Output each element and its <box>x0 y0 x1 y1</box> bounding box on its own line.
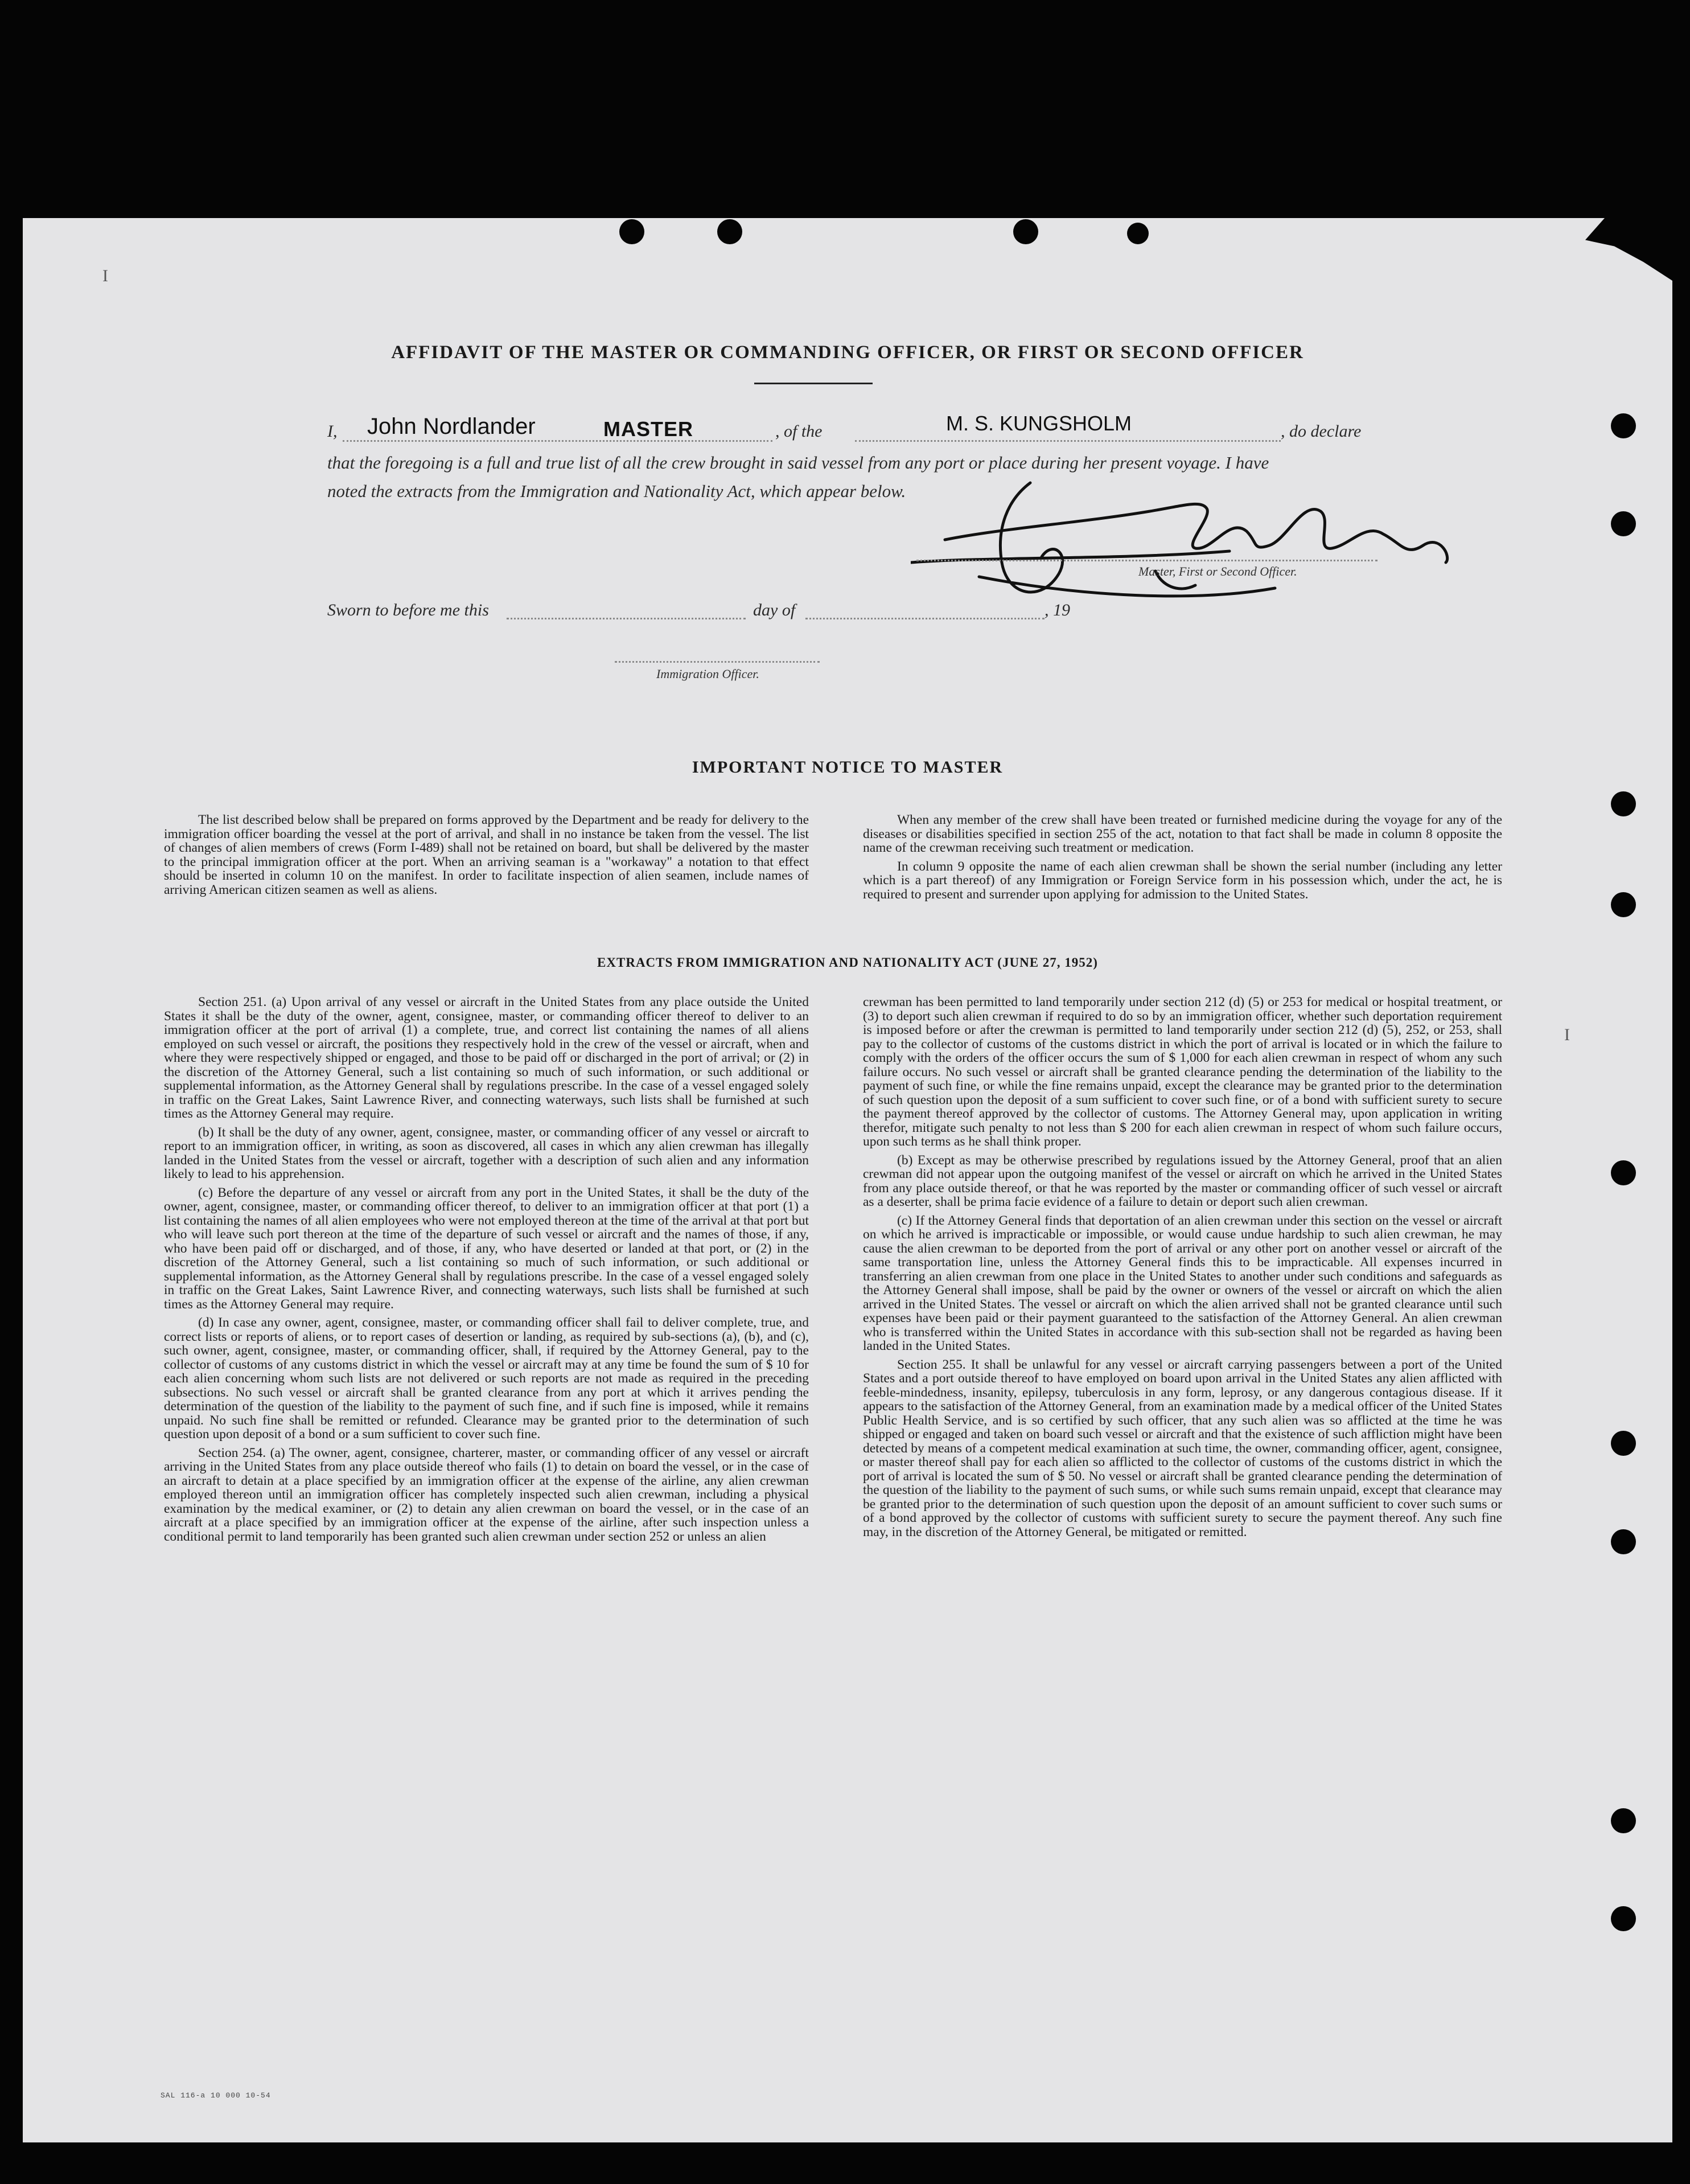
punch-hole <box>1611 791 1636 816</box>
punch-hole <box>1013 219 1038 244</box>
extracts-right-column <box>863 995 1502 1539</box>
signer-caption: Master, First or Second Officer. <box>1138 564 1297 578</box>
punch-hole <box>1611 892 1636 917</box>
sworn-month-line <box>805 618 1045 619</box>
punch-hole <box>1127 223 1149 244</box>
notice-right-column <box>863 813 1502 901</box>
name-line <box>343 440 772 442</box>
sworn-text: Sworn to before me this <box>327 601 489 619</box>
day-of-text: day of <box>753 601 796 619</box>
extracts-title: EXTRACTS FROM IMMIGRATION AND NATIONALITY ACT (JUNE 27, 1952) <box>597 955 1098 970</box>
document-page <box>23 218 1672 2142</box>
margin-mark: I <box>102 266 108 285</box>
sworn-day-line <box>507 618 746 619</box>
extract-paragraph: (b) Except as may be otherwise prescribed by regulations issued by the Attorney General, proof that an alien crewman did not appear upon the outgoing manifest of the vessel or aircraft on which he arrived in the United States from any place outside thereof, or that he was reported by the master or commanding officer of such vessel or aircraft as a deserter, shall be prima facie evidence of a failure to detain or deport such alien crewman. <box>863 1152 1502 1209</box>
vessel-line <box>855 440 1281 442</box>
declaration-line-2: that the foregoing is a full and true list of all the crew brought in said vessel from any port or place during her present voyage. I have <box>327 453 1269 473</box>
punch-hole <box>1611 1906 1636 1931</box>
notice-right-paragraph: In column 9 opposite the name of each alien crewman shall be shown the serial number (including any letter which is a part thereof) of any Immigration or Foreign Service form in his possession which, under the act, he is required to present and surrender upon applying for admission to the United States. <box>863 859 1502 902</box>
vessel-name: M. S. KUNGSHOLM <box>946 412 1132 435</box>
punch-hole <box>717 219 742 244</box>
rank-stamp: MASTER <box>603 417 693 441</box>
affidavit-title: AFFIDAVIT OF THE MASTER OR COMMANDING OFFICER, OR FIRST OR SECOND OFFICER <box>391 342 1304 363</box>
punch-hole <box>1611 1808 1636 1833</box>
punch-hole <box>1611 1160 1636 1185</box>
officer-line <box>615 661 820 663</box>
of-the-text: , of the <box>775 422 823 441</box>
punch-hole <box>1611 511 1636 536</box>
declaration-prefix: I, <box>327 422 338 441</box>
extract-paragraph: (c) Before the departure of any vessel or aircraft from any port in the United States, it shall be the duty of the owner, agent, consignee, master, or commanding officer thereof, to deliver to an immigration officer at that port (1) a list containing the names of all alien employees who were not employed thereon at the time of the arrival at that port but who will leave such port thereon at the time of the departure of such vessel or aircraft and the names of those, if any, who have been paid off or discharged, and of those, if any, who have deserted or landed at that port, or (2) in the discretion of the Attorney General, such a list containing so much of such information, or such additional or supplemental information, as the Attorney General shall by regulations prescribe. In the case of a vessel engaged solely in traffic on the Great Lakes, Saint Lawrence River, and connecting waterways, such lists shall be furnished at such times as the Attorney General may require. <box>164 1185 809 1312</box>
punch-hole <box>1611 1431 1636 1456</box>
notice-left-paragraph: The list described below shall be prepared on forms approved by the Department and be ready for delivery to the immigration officer boarding the vessel at the port of arrival, and shall in no instance be taken from the vessel. The list of changes of alien members of crews (Form I-489) shall not be retained on board, but shall be delivered by the master to the principal immigration officer at the port. When an arriving seaman is a "workaway" a notation to that effect should be inserted in column 10 on the manifest. In order to facilitate inspection of alien seamen, include names of arriving American citizen seamen as well as aliens. <box>164 812 809 897</box>
declaration-line-3: noted the extracts from the Immigration and Nationality Act, which appear below. <box>327 481 906 501</box>
form-code: SAL 116-a 10 000 10-54 <box>161 2091 271 2100</box>
master-signature <box>911 477 1469 608</box>
extract-paragraph: (b) It shall be the duty of any owner, agent, consignee, master, or commanding officer of any vessel or aircraft to report to an immigration officer, in writing, as soon as discovered, all cases in which any alien crewman has illegally landed in the United States from the vessel or aircraft, together with a description of such alien and any information likely to lead to his apprehension. <box>164 1124 809 1181</box>
extract-paragraph: (d) In case any owner, agent, consignee, master, or commanding officer shall fail to deliver complete, true, and correct lists or reports of aliens, or to report cases of desertion or landing, as required by sub-sections (a), (b), and (c), such owner, agent, consignee, master, or commanding officer, shall, if required by the Attorney General, pay to the collector of customs of any customs district in which the vessel or aircraft may at any time be found the sum of $ 10 for each alien concerning whom such lists are not delivered or such reports are not made as required in the preceding subsections. No such vessel or aircraft shall be granted clearance from any port at which it arrives pending the determination of the question of the liability to the payment of such fine, and if such fine is imposed, while it remains unpaid. No such fine shall be remitted or refunded. Clearance may be granted prior to the determination of such question upon deposit of a bond or a sum sufficient to cover such fine. <box>164 1315 809 1442</box>
do-declare-text: , do declare <box>1281 422 1362 441</box>
notice-right-paragraph: When any member of the crew shall have been treated or furnished medicine during the voyage for any of the diseases or disabilities specified in section 255 of the act, notation to that fact shall be made in column 8 opposite the name of the crewman receiving such treatment or medication. <box>863 812 1502 855</box>
margin-mark: I <box>1564 1025 1570 1044</box>
year-text: , 19 <box>1045 601 1070 619</box>
torn-corner <box>1576 218 1672 281</box>
signature-line <box>916 560 1378 561</box>
extract-paragraph: Section 254. (a) The owner, agent, consignee, charterer, master, or commanding officer of any vessel or aircraft arriving in the United States from any place outside thereof who fails (1) to detain on board the vessel, or in the case of an aircraft to detain at a place specified by an immigration officer at the expense of the airline, any alien crewman employed thereon until an immigration officer has completely inspected such alien crewman, including a physical examination by the medical examiner, or (2) to detain any alien crewman on board the vessel, or in the case of an aircraft at a place specified by an immigration officer at the expense of the airline, after such inspection unless a conditional permit to land temporarily has been granted such alien crewman under section 252 or unless an alien <box>164 1445 809 1544</box>
extract-paragraph: crewman has been permitted to land temporarily under section 212 (d) (5) or 253 for medical or hospital treatment, or (3) to deport such alien crewman if required to do so by an immigration officer, whether such deportation requirement is imposed before or after the crewman is permitted to land temporarily under section 212 (d) (5), 252, or 253, shall pay to the collector of customs of the customs district in which the port of arrival is located or in which the failure to comply with the orders of the officer occurs the sum of $ 1,000 for each alien crewman in respect of whom any such failure occurs. No such vessel or aircraft shall be granted clearance pending the determination of the liability to the payment of such fine, or while the fine remains unpaid, except the clearance may be granted prior to the determination of such question upon the deposit of a sum sufficient to cover such fine, or of a bond with sufficient surety to secure the payment thereof approved by the collector of customs. The Attorney General may, upon application in writing therefor, mitigate such penalty to not less than $ 200 for each alien crewman in respect of whom such failure occurs, upon such terms as he shall think proper. <box>863 995 1502 1149</box>
extract-paragraph: Section 251. (a) Upon arrival of any vessel or aircraft in the United States from any place outside the United States it shall be the duty of the owner, agent, consignee, master, or commanding officer thereof to deliver to an immigration officer at the port of arrival (1) a complete, true, and correct list containing the names of all aliens employed on such vessel or aircraft, the positions they respectively hold in the crew of the vessel or aircraft, when and where they were respectively shipped or engaged, and those to be paid off or discharged in the port of arrival; or (2) in the discretion of the Attorney General, such a list containing so much of such information, or such additional or supplemental information, as the Attorney General shall by regulations prescribe. In the case of a vessel engaged solely in traffic on the Great Lakes, Saint Lawrence River, and connecting waterways, such lists shall be furnished at such times as the Attorney General may require. <box>164 995 809 1121</box>
punch-hole <box>1611 1529 1636 1554</box>
notice-left-column <box>164 813 809 897</box>
extract-paragraph: (c) If the Attorney General finds that deportation of an alien crewman under this section on the vessel or aircraft on which he arrived is impracticable or impossible, or would cause undue hardship to such alien crewman, he may cause the alien crewman to be deported from the port of arrival or any other port on another vessel or aircraft of the same transportation line, unless the Attorney General finds this to be impracticable. All expenses incurred in transferring an alien crewman from one place in the United States to another under such conditions and safeguards as the Attorney General shall impose, shall be paid by the owner or owners of the vessel or aircraft on which the alien arrived in the United States. The vessel or aircraft on which the alien arrived shall not be granted clearance until such expenses have been paid or their payment guaranteed to the satisfaction of the Attorney General. An alien crewman who is transferred within the United States in accordance with this sub-section shall not be regarded as having been landed in the United States. <box>863 1213 1502 1353</box>
extract-paragraph: Section 255. It shall be unlawful for any vessel or aircraft carrying passengers between a port of the United States and a port outside thereof to have employed on board upon arrival in the United States any alien afflicted with feeble-mindedness, insanity, epilepsy, tuberculosis in any form, leprosy, or any dangerous contagious disease. If it appears to the satisfaction of the Attorney General, from an examination made by a medical officer of the United States Public Health Service, and is so certified by such officer, that any such alien was so afflicted at the time he was shipped or engaged and taken on board such vessel or aircraft and that the existence of such affliction might have been detected by means of a competent medical examination at such time, the owner, commanding officer, agent, consignee, or master thereof shall pay for each alien so afflicted to the collector of customs of the customs district in which the port of arrival is located the sum of $ 50. No vessel or aircraft shall be granted clearance pending the determination of the question of the liability to the payment of such sums, or while such sums remain unpaid, except that clearance may be granted prior to the determination of such question upon the deposit of an amount sufficient to cover such sums or of a bond approved by the collector of customs with sufficient surety to secure the payment thereof. Any such fine may, in the discretion of the Attorney General, be mitigated or remitted. <box>863 1357 1502 1540</box>
master-name: John Nordlander <box>367 414 536 439</box>
punch-hole <box>1611 413 1636 438</box>
officer-caption: Immigration Officer. <box>656 667 759 681</box>
title-rule <box>754 383 873 384</box>
notice-title: IMPORTANT NOTICE TO MASTER <box>692 758 1004 777</box>
extracts-left-column <box>164 995 809 1543</box>
punch-hole <box>619 219 644 244</box>
